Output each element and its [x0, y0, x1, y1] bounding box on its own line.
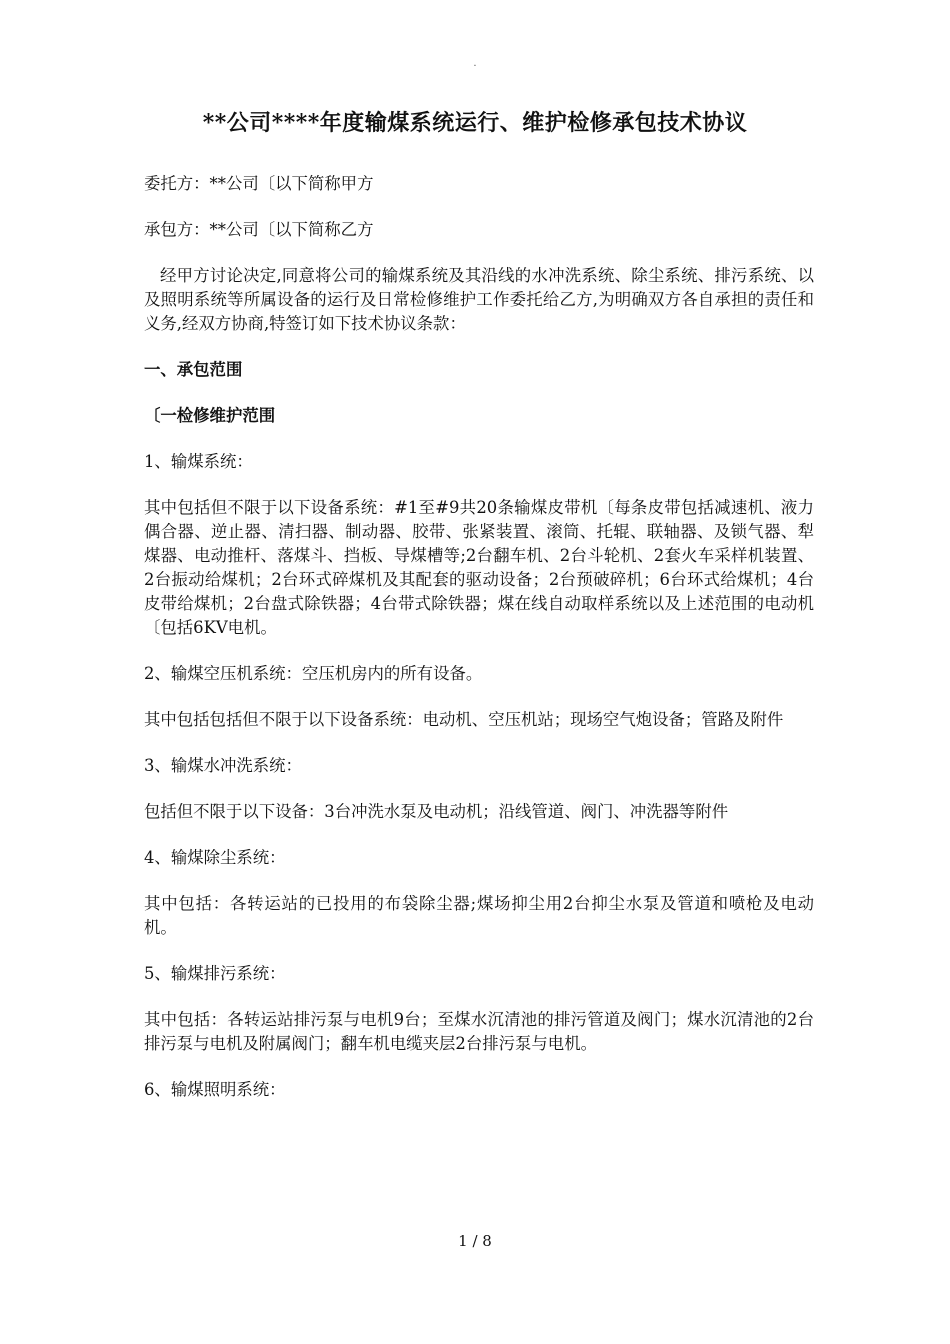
party-b-line: 承包方：**公司〔以下简称乙方	[144, 220, 374, 239]
header-mark: .	[473, 58, 477, 69]
item-label-lighting: 6、输煤照明系统：	[144, 1080, 286, 1099]
item-label-water-flushing: 3、输煤水冲洗系统：	[144, 756, 302, 775]
item-label-sewage: 5、输煤排污系统：	[144, 964, 286, 983]
document-title: **公司****年度输煤系统运行、维护检修承包技术协议	[202, 110, 748, 136]
page-number: 1 / 8	[458, 1232, 492, 1250]
item-detail-air-compressor: 其中包括包括但不限于以下设备系统：电动机、空压机站；现场空气炮设备；管路及附件	[144, 710, 784, 729]
item-detail-sewage: 其中包括：各转运站排污泵与电机9台；至煤水沉清池的排污管道及阀门；煤水沉清池的2台排污泵与电机及附属阀门；翻车机电缆夹层2台排污泵与电机。	[144, 1010, 814, 1053]
document-body	[144, 172, 814, 1124]
item-detail-coal-conveying: 其中包括但不限于以下设备系统：#1至#9共20条输煤皮带机〔每条皮带包括减速机、液力偶合器、逆止器、清扫器、制动器、胶带、张紧装置、滚筒、托辊、联轴器、及锁气器、犁煤器、电动推杆、落煤斗、挡板、导煤槽等;2台翻车机、2台斗轮机、2套火车采样机装置、2台振动给煤机；2台环式碎煤机及其配套的驱动设备；2台预破碎机；6台环式给煤机；4台皮带给煤机；2台盘式除铁器；4台带式除铁器；煤在线自动取样系统以及上述范围的电动机〔包括6KV电机。	[144, 498, 814, 637]
intro-paragraph: 经甲方讨论决定,同意将公司的输煤系统及其沿线的水冲洗系统、除尘系统、排污系统、以及照明系统等所属设备的运行及日常检修维护工作委托给乙方,为明确双方各自承担的责任和义务,经双方协商,特签订如下技术协议条款：	[144, 266, 814, 333]
item-label-air-compressor: 2、输煤空压机系统：空压机房内的所有设备。	[144, 664, 483, 683]
party-a-line: 委托方：**公司〔以下简称甲方	[144, 174, 374, 193]
item-label-coal-conveying: 1、输煤系统：	[144, 452, 253, 471]
subsection-heading-maintenance: 〔一检修维护范围	[144, 406, 276, 425]
item-label-dust-removal: 4、输煤除尘系统：	[144, 848, 286, 867]
item-detail-water-flushing: 包括但不限于以下设备：3台冲洗水泵及电动机；沿线管道、阀门、冲洗器等附件	[144, 802, 729, 821]
section-heading-scope: 一、承包范围	[144, 360, 243, 379]
item-detail-dust-removal: 其中包括：各转运站的已投用的布袋除尘器;煤场抑尘用2台抑尘水泵及管道和喷枪及电动机。	[144, 894, 814, 937]
